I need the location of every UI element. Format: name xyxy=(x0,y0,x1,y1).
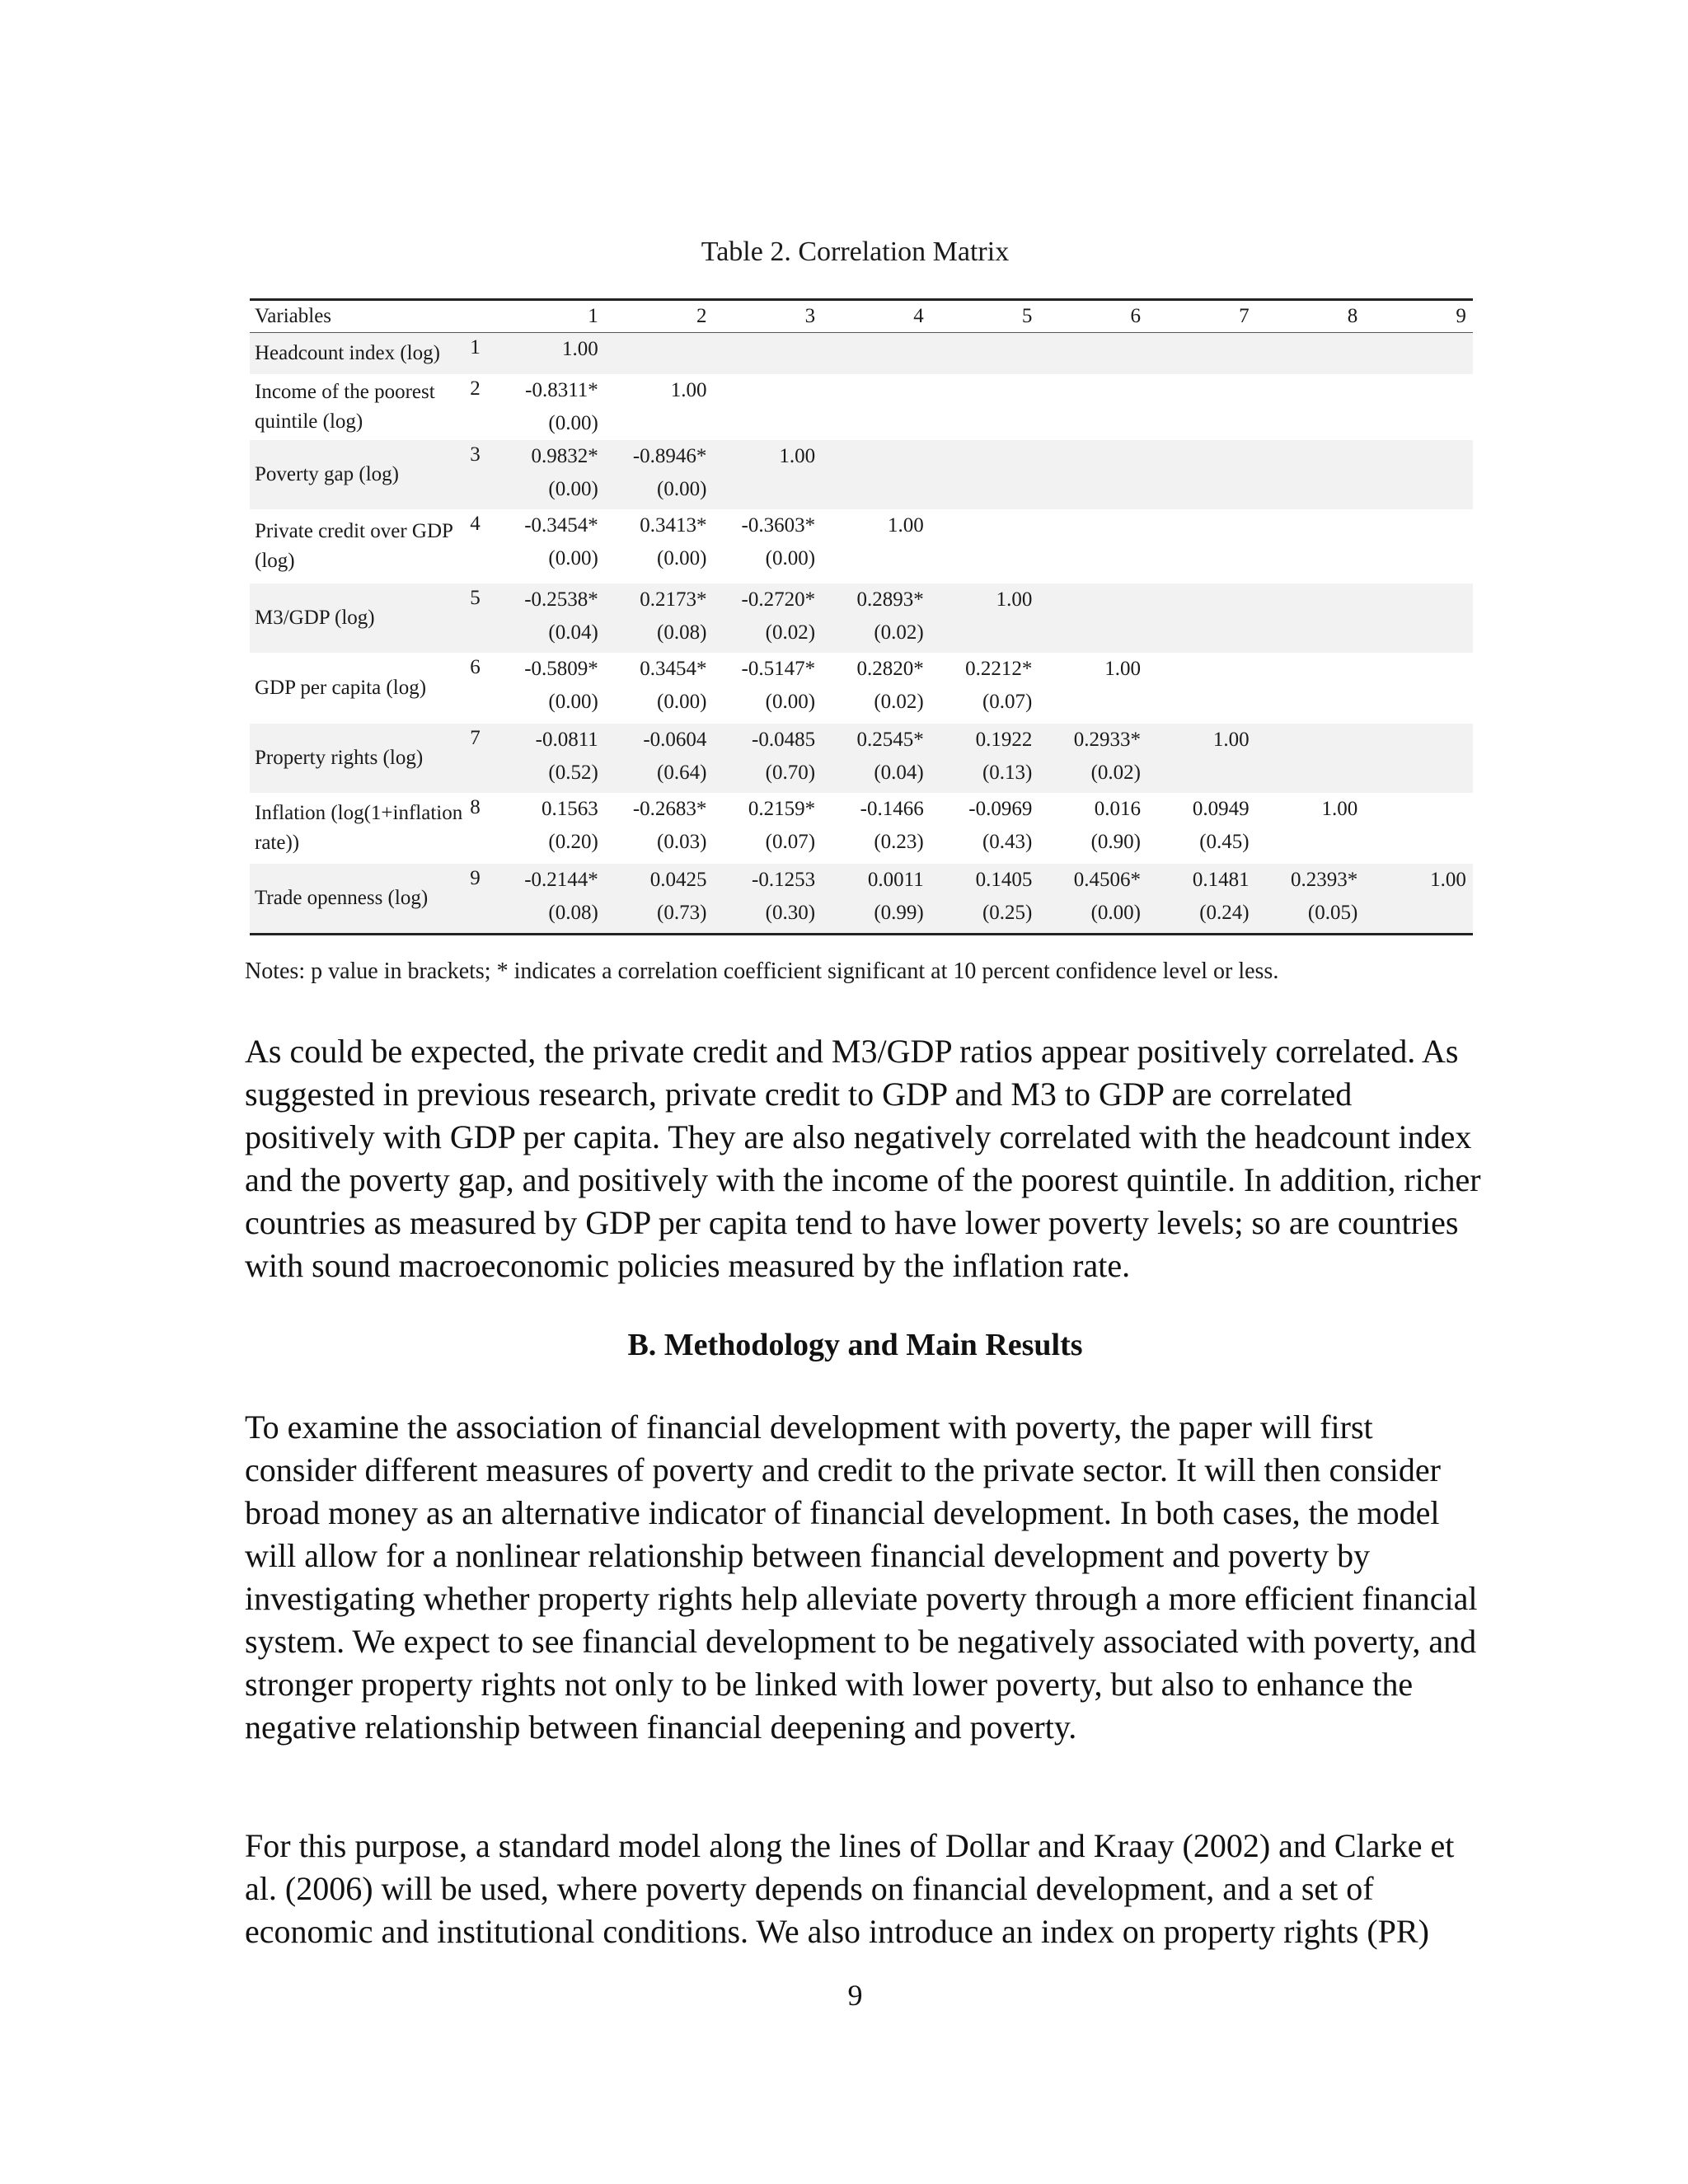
p-value: (0.90) xyxy=(1090,831,1141,853)
table-cell xyxy=(605,793,714,864)
correlation-coefficient: 0.0425 xyxy=(649,869,707,891)
correlation-coefficient: 0.2933* xyxy=(1073,729,1141,751)
p-value: (0.13) xyxy=(982,762,1033,784)
header-col-4: 4 xyxy=(913,305,924,327)
row-variable-label: Property rights (log) xyxy=(255,747,424,769)
table-cell xyxy=(496,440,605,509)
p-value: (0.00) xyxy=(548,412,598,434)
table-cell xyxy=(822,333,931,374)
table-cell xyxy=(1039,374,1147,440)
table-cell xyxy=(931,864,1039,933)
p-value: (0.24) xyxy=(1199,902,1250,924)
table-cell xyxy=(1147,374,1256,440)
correlation-coefficient: 0.1405 xyxy=(975,869,1033,891)
p-value: (0.52) xyxy=(548,762,598,784)
table-cell xyxy=(931,333,1039,374)
row-variable-label: Trade openness (log) xyxy=(255,887,429,909)
row-variable-label: Private credit over GDP (log) xyxy=(255,520,452,572)
correlation-coefficient: -0.5809* xyxy=(524,658,598,680)
correlation-matrix-table xyxy=(250,298,1473,935)
table-row xyxy=(250,724,1473,793)
table-cell xyxy=(822,440,931,509)
table-cell xyxy=(496,374,605,440)
paragraph-model xyxy=(245,1825,1481,1953)
correlation-coefficient: 0.0949 xyxy=(1192,798,1250,820)
correlation-coefficient: 1.00 xyxy=(1212,729,1250,751)
row-variable-label: Income of the poorest quintile (log) xyxy=(255,381,435,433)
p-value: (0.07) xyxy=(982,691,1033,713)
p-value: (0.00) xyxy=(548,691,598,713)
table-cell xyxy=(713,374,822,440)
table-cell xyxy=(1147,653,1256,724)
paragraph-text: To examine the association of financial development with poverty, the paper will first consider different measures of poverty and credit to the private sector. It will then consider broad money as an alternative indicator of financial development. In both cases, the model will allow for a nonlinear relationship between financial development and poverty by investigating whether property rights help alleviate poverty through a more efficient financial system. We expect to see financial development to be negatively associated with poverty, and stronger property rights not only to be linked with lower poverty, but also to enhance the negative relationship between financial deepening and poverty. xyxy=(245,1408,1478,1746)
table-cell xyxy=(605,653,714,724)
correlation-coefficient: -0.0969 xyxy=(968,798,1033,820)
correlation-coefficient: 1.00 xyxy=(1321,798,1358,820)
table-row xyxy=(250,793,1473,864)
table-cell xyxy=(1256,509,1365,583)
correlation-coefficient: -0.1253 xyxy=(752,869,816,891)
header-col-6: 6 xyxy=(1130,305,1141,327)
table-cell xyxy=(713,583,822,653)
table-cell xyxy=(713,864,822,933)
table-cell xyxy=(931,583,1039,653)
correlation-coefficient: 0.2159* xyxy=(748,798,816,820)
row-index: 1 xyxy=(470,336,481,359)
correlation-coefficient: 1.00 xyxy=(779,445,816,467)
table-row xyxy=(250,374,1473,440)
table-cell xyxy=(1039,864,1147,933)
table-cell xyxy=(1147,333,1256,374)
p-value: (0.00) xyxy=(548,478,598,500)
row-index: 4 xyxy=(470,513,481,535)
p-value: (0.73) xyxy=(657,902,707,924)
table-cell xyxy=(1256,374,1365,440)
correlation-coefficient: 1.00 xyxy=(1430,869,1466,891)
table-cell xyxy=(822,864,931,933)
correlation-coefficient: -0.0485 xyxy=(752,729,816,751)
table-cell xyxy=(713,509,822,583)
p-value: (0.04) xyxy=(548,621,598,644)
table-cell xyxy=(931,440,1039,509)
table-cell xyxy=(1147,509,1256,583)
paragraph-text: For this purpose, a standard model along the lines of Dollar and Kraay (2002) and Clarke et al. (2006) will be used, where poverty depends on financial development, and a set of economic and institutional conditions. We also introduce an index on property rights (PR) xyxy=(245,1827,1455,1950)
table-cell xyxy=(931,653,1039,724)
p-value: (0.00) xyxy=(548,547,598,569)
table-cell xyxy=(496,793,605,864)
correlation-coefficient: -0.2538* xyxy=(524,588,598,611)
table-cell xyxy=(605,374,714,440)
table-cell xyxy=(1256,333,1365,374)
p-value: (0.99) xyxy=(874,902,924,924)
table-notes: Notes: p value in brackets; * indicates a correlation coefficient significant at 10 percent confidence level or less. xyxy=(245,958,1279,984)
correlation-coefficient: -0.2144* xyxy=(524,869,598,891)
table-cell xyxy=(496,583,605,653)
correlation-coefficient: -0.1466 xyxy=(860,798,924,820)
table-cell xyxy=(713,793,822,864)
row-index: 8 xyxy=(470,796,481,818)
p-value: (0.20) xyxy=(548,831,598,853)
table-cell xyxy=(1364,583,1473,653)
correlation-coefficient: -0.2720* xyxy=(741,588,816,611)
p-value: (0.00) xyxy=(657,691,707,713)
header-col-5: 5 xyxy=(1021,305,1033,327)
correlation-coefficient: -0.5147* xyxy=(741,658,816,680)
table-cell xyxy=(605,583,714,653)
table-cell xyxy=(1039,509,1147,583)
correlation-coefficient: 0.3454* xyxy=(640,658,707,680)
correlation-coefficient: -0.0811 xyxy=(535,729,598,751)
table-title: Table 2. Correlation Matrix xyxy=(701,237,1010,267)
header-num-spacer xyxy=(470,315,496,318)
row-variable-label: GDP per capita (log) xyxy=(255,677,427,699)
table-cell xyxy=(931,509,1039,583)
p-value: (0.64) xyxy=(657,762,707,784)
row-index: 5 xyxy=(470,587,481,609)
correlation-coefficient: 0.2545* xyxy=(856,729,924,751)
p-value: (0.23) xyxy=(874,831,924,853)
row-variable-label: Inflation (log(1+inflation rate)) xyxy=(255,802,463,854)
table-cell xyxy=(1147,724,1256,793)
header-col-1: 1 xyxy=(588,305,598,327)
table-cell xyxy=(1147,793,1256,864)
p-value: (0.30) xyxy=(765,902,816,924)
table-cell xyxy=(605,509,714,583)
table-cell xyxy=(1364,864,1473,933)
section-heading: B. Methodology and Main Results xyxy=(627,1328,1083,1362)
table-cell xyxy=(1147,440,1256,509)
table-cell xyxy=(605,440,714,509)
table-row xyxy=(250,864,1473,933)
row-index: 7 xyxy=(470,727,481,749)
table-cell xyxy=(1256,793,1365,864)
correlation-coefficient: -0.0604 xyxy=(643,729,707,751)
paragraph-text: As could be expected, the private credit and M3/GDP ratios appear positively correlated. As suggested in previous research, private credit to GDP and M3 to GDP are correlated positively with GDP per capita. They are also negatively correlated with the headcount index and the poverty gap, and positively with the income of the poorest quintile. In addition, richer countries as measured by GDP per capita tend to have lower poverty levels; so are countries with sound macroeconomic policies measured by the inflation rate. xyxy=(245,1033,1481,1284)
p-value: (0.43) xyxy=(982,831,1033,853)
p-value: (0.25) xyxy=(982,902,1033,924)
correlation-coefficient: 0.3413* xyxy=(640,514,707,537)
p-value: (0.02) xyxy=(874,691,924,713)
table-cell xyxy=(713,653,822,724)
row-index: 3 xyxy=(470,443,481,466)
table-cell xyxy=(713,724,822,793)
table-cell xyxy=(1364,333,1473,374)
correlation-coefficient: 0.1563 xyxy=(542,798,598,820)
p-value: (0.02) xyxy=(874,621,924,644)
row-index: 2 xyxy=(470,377,481,400)
table-cell xyxy=(1256,440,1365,509)
correlation-coefficient: -0.3454* xyxy=(524,514,598,537)
table-cell xyxy=(1256,653,1365,724)
table-cell xyxy=(1364,724,1473,793)
table-cell xyxy=(605,333,714,374)
header-col-9: 9 xyxy=(1456,305,1466,327)
correlation-coefficient: 1.00 xyxy=(996,588,1033,611)
correlation-coefficient: 1.00 xyxy=(1104,658,1141,680)
p-value: (0.07) xyxy=(765,831,816,853)
table-cell xyxy=(496,864,605,933)
row-variable-label: M3/GDP (log) xyxy=(255,607,375,629)
table-cell xyxy=(822,724,931,793)
p-value: (0.45) xyxy=(1199,831,1250,853)
table-row xyxy=(250,653,1473,724)
correlation-coefficient: 0.2820* xyxy=(856,658,924,680)
table-cell xyxy=(822,793,931,864)
p-value: (0.00) xyxy=(1090,902,1141,924)
correlation-coefficient: 1.00 xyxy=(670,379,707,401)
table-cell xyxy=(605,864,714,933)
correlation-coefficient: 0.1481 xyxy=(1192,869,1250,891)
header-col-3: 3 xyxy=(804,305,816,327)
table-row xyxy=(250,440,1473,509)
table-cell xyxy=(822,653,931,724)
correlation-coefficient: -0.8946* xyxy=(632,445,707,467)
correlation-coefficient: 0.0011 xyxy=(867,869,924,891)
correlation-coefficient: 0.1922 xyxy=(975,729,1033,751)
p-value: (0.02) xyxy=(1090,762,1141,784)
table-cell xyxy=(1256,864,1365,933)
table-cell xyxy=(713,333,822,374)
p-value: (0.05) xyxy=(1307,902,1358,924)
table-cell xyxy=(1364,793,1473,864)
table-cell xyxy=(931,724,1039,793)
row-variable-label: Poverty gap (log) xyxy=(255,463,399,485)
correlation-coefficient: -0.2683* xyxy=(632,798,707,820)
table-cell xyxy=(822,583,931,653)
p-value: (0.70) xyxy=(765,762,816,784)
correlation-coefficient: 0.2212* xyxy=(965,658,1033,680)
p-value: (0.00) xyxy=(657,547,707,569)
table-cell xyxy=(1364,374,1473,440)
p-value: (0.03) xyxy=(657,831,707,853)
table-cell xyxy=(1364,509,1473,583)
paragraph-methodology xyxy=(245,1406,1481,1749)
table-cell xyxy=(713,440,822,509)
table-cell xyxy=(1364,653,1473,724)
table-cell xyxy=(822,509,931,583)
correlation-coefficient: 1.00 xyxy=(562,338,598,360)
table-cell xyxy=(496,724,605,793)
p-value: (0.00) xyxy=(765,547,816,569)
header-col-8: 8 xyxy=(1347,305,1358,327)
table-cell xyxy=(1256,724,1365,793)
p-value: (0.00) xyxy=(657,478,707,500)
table-cell xyxy=(1039,724,1147,793)
table-cell xyxy=(931,793,1039,864)
table-cell xyxy=(605,724,714,793)
table-header-row xyxy=(250,301,1473,333)
correlation-coefficient: 0.9832* xyxy=(531,445,598,467)
table-cell xyxy=(931,374,1039,440)
p-value: (0.08) xyxy=(657,621,707,644)
p-value: (0.00) xyxy=(765,691,816,713)
row-index: 6 xyxy=(470,656,481,678)
table-cell xyxy=(1039,333,1147,374)
page-number: 9 xyxy=(847,1979,863,2012)
correlation-coefficient: 0.2393* xyxy=(1291,869,1358,891)
table-cell xyxy=(1039,440,1147,509)
table-row xyxy=(250,509,1473,583)
header-col-2: 2 xyxy=(696,305,707,327)
table-cell xyxy=(1039,793,1147,864)
correlation-coefficient: 0.4506* xyxy=(1073,869,1141,891)
table-cell xyxy=(1039,583,1147,653)
table-cell xyxy=(1147,864,1256,933)
table-cell xyxy=(1147,583,1256,653)
correlation-coefficient: 0.2173* xyxy=(640,588,707,611)
row-index: 9 xyxy=(470,867,481,889)
p-value: (0.08) xyxy=(548,902,598,924)
row-variable-label: Headcount index (log) xyxy=(255,342,440,364)
table-cell xyxy=(1364,440,1473,509)
table-cell xyxy=(496,333,605,374)
table-cell xyxy=(1256,583,1365,653)
table-body xyxy=(250,333,1473,933)
correlation-coefficient: 1.00 xyxy=(887,514,924,537)
table-cell xyxy=(822,374,931,440)
correlation-coefficient: -0.3603* xyxy=(741,514,816,537)
correlation-coefficient: 0.016 xyxy=(1094,798,1141,820)
table-cell xyxy=(496,509,605,583)
correlation-coefficient: -0.8311* xyxy=(525,379,598,401)
p-value: (0.02) xyxy=(765,621,816,644)
table-row xyxy=(250,333,1473,374)
p-value: (0.04) xyxy=(874,762,924,784)
table-cell xyxy=(1039,653,1147,724)
header-col-7: 7 xyxy=(1239,305,1250,327)
table-cell xyxy=(496,653,605,724)
table-row xyxy=(250,583,1473,653)
correlation-coefficient: 0.2893* xyxy=(856,588,924,611)
header-variables: Variables xyxy=(255,305,332,327)
paragraph-correlation-discussion xyxy=(245,1030,1481,1287)
